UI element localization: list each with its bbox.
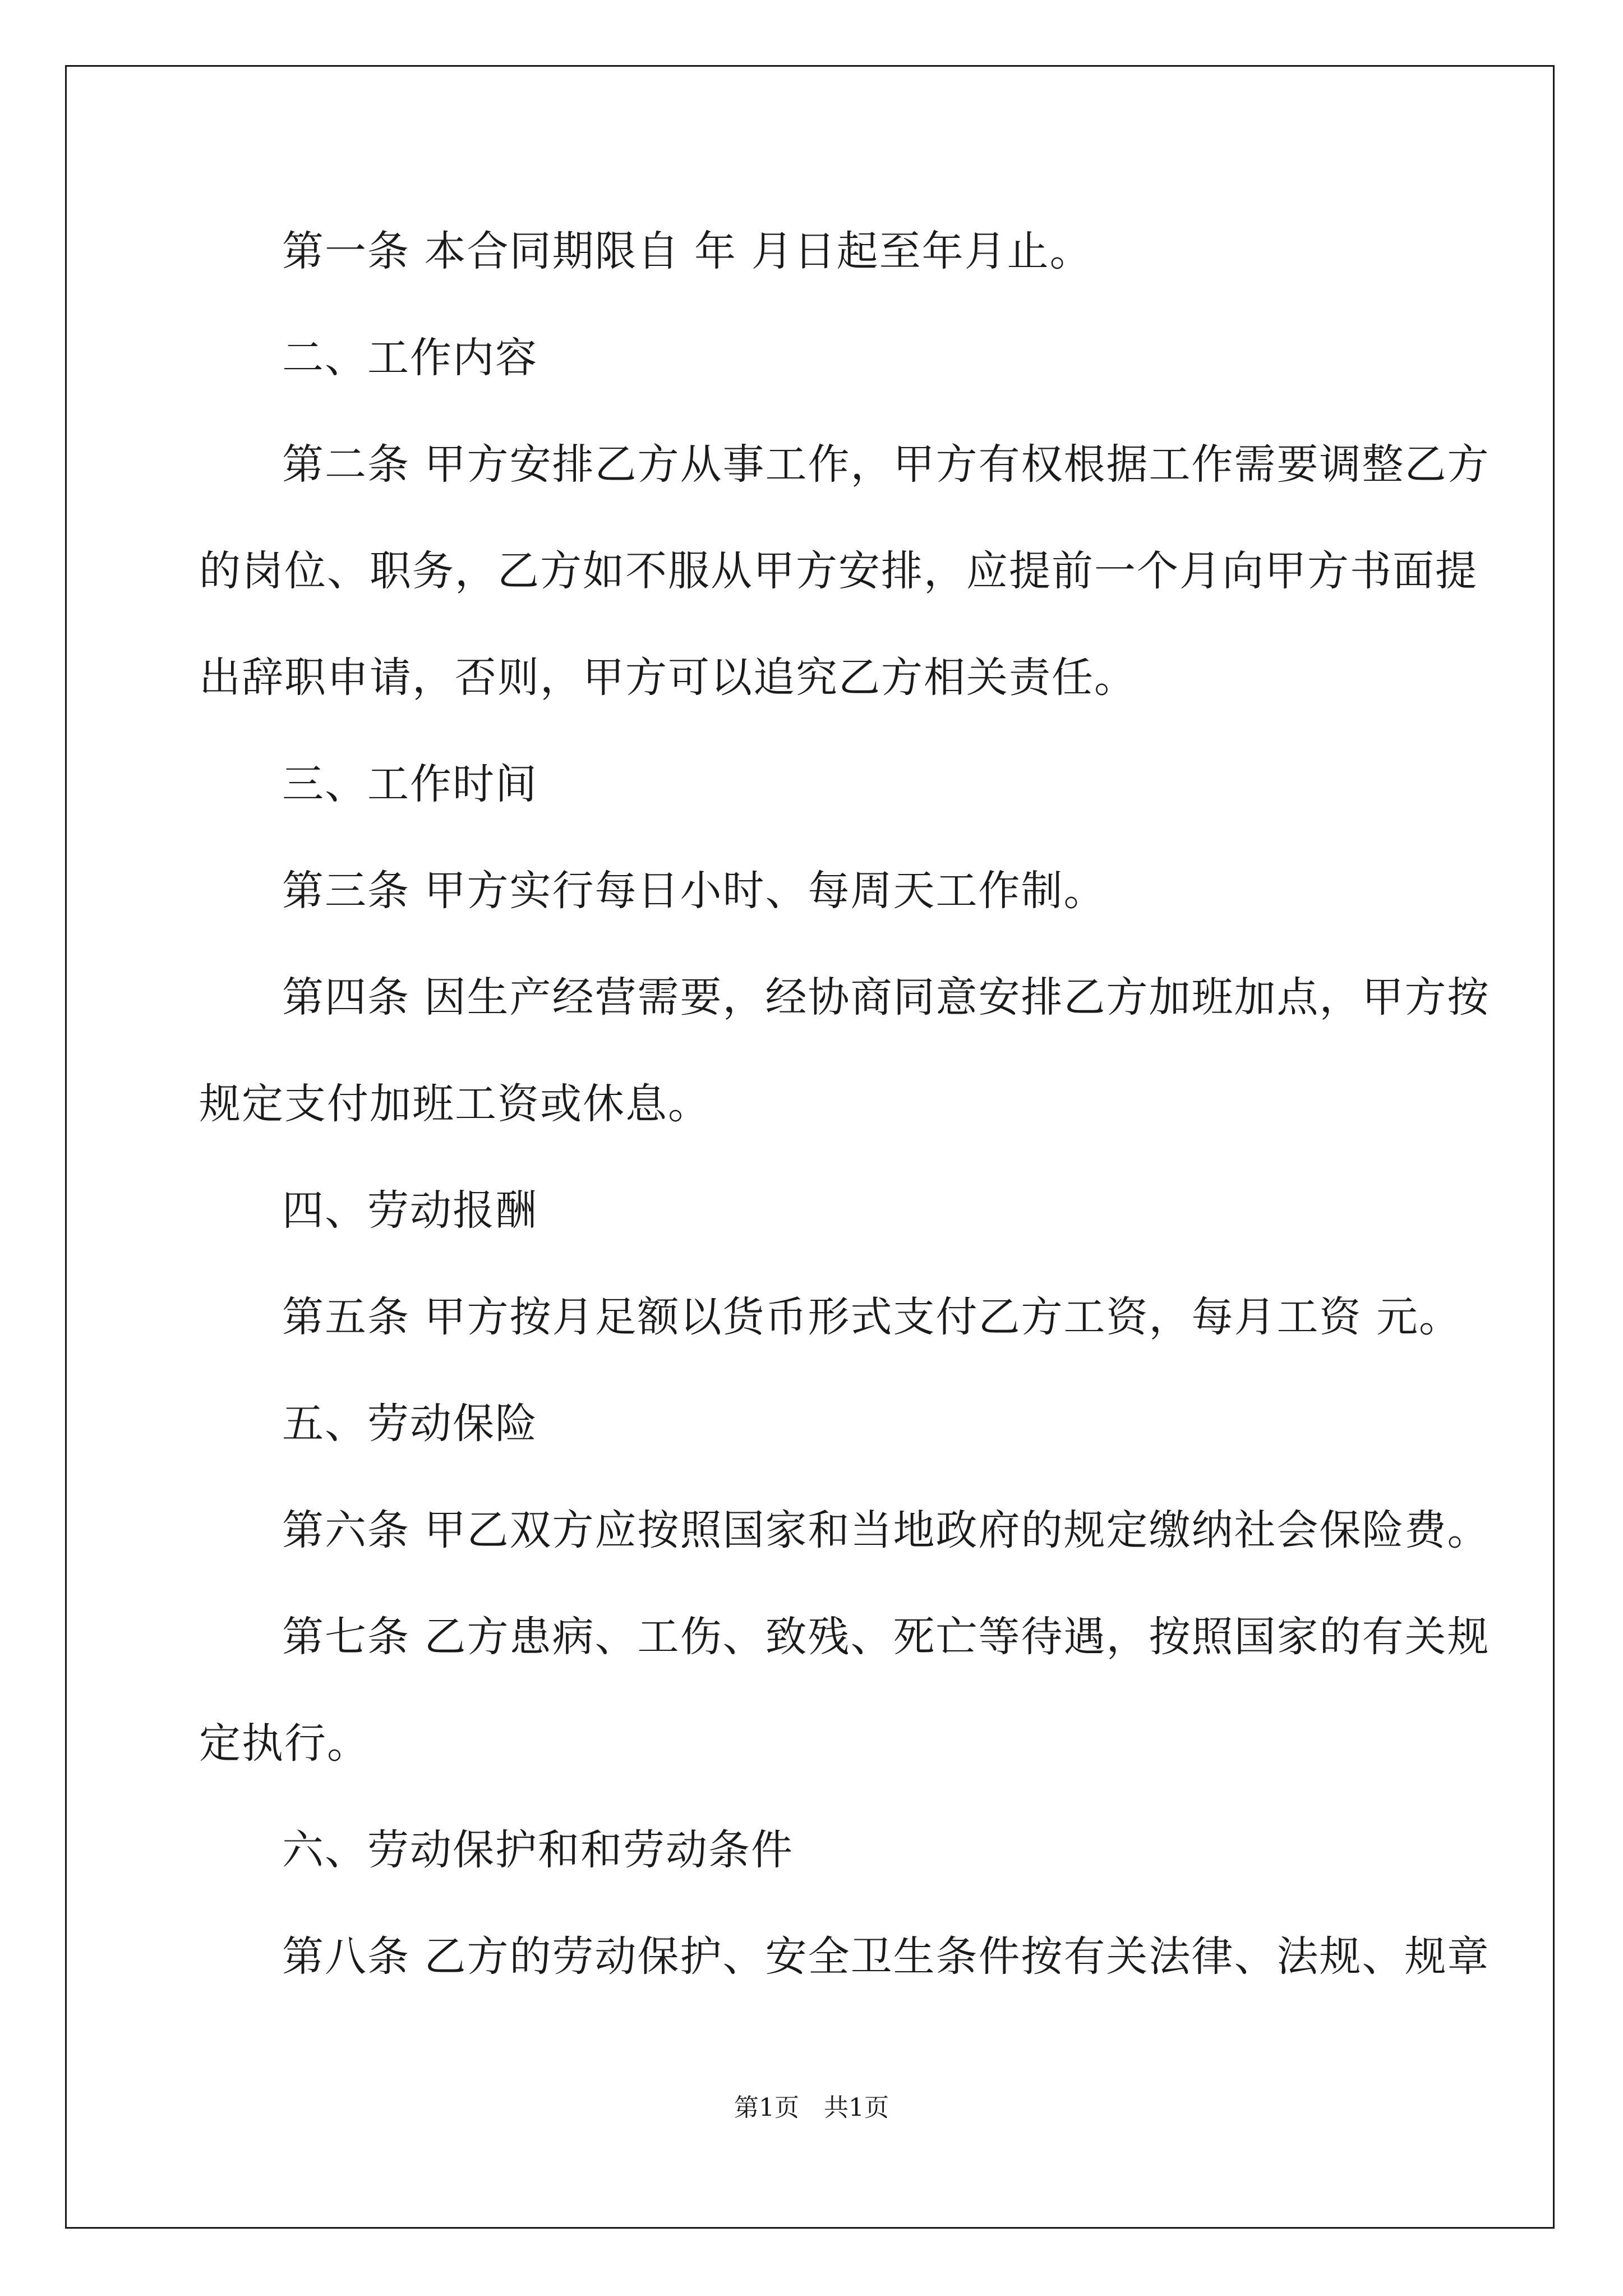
article-4-line-2: 规定支付加班工资或休息。: [199, 1080, 711, 1128]
section-heading-4: 四、劳动报酬: [282, 1186, 538, 1235]
section-heading-2: 二、工作内容: [282, 334, 538, 382]
page-border: [65, 65, 1555, 2229]
page-number: 第1页: [734, 2093, 799, 2122]
article-2-line-1: 第二条 甲方安排乙方从事工作，甲方有权根据工作需要调整乙方: [282, 440, 1490, 489]
article-8-line-1: 第八条 乙方的劳动保护、安全卫生条件按有关法律、法规、规章: [282, 1932, 1490, 1981]
section-heading-6: 六、劳动保护和和劳动条件: [282, 1826, 794, 1874]
article-7-line-2: 定执行。: [199, 1719, 370, 1768]
article-1-line: 第一条 本合同期限自 年 月日起至年月止。: [282, 227, 1092, 275]
article-3-line: 第三条 甲方实行每日小时、每周天工作制。: [282, 867, 1106, 915]
article-2-line-3: 出辞职申请，否则，甲方可以追究乙方相关责任。: [199, 654, 1137, 702]
page-footer: [0, 2091, 1623, 2125]
article-5-line: 第五条 甲方按月足额以货币形式支付乙方工资，每月工资 元。: [282, 1293, 1462, 1341]
article-7-line-1: 第七条 乙方患病、工伤、致残、死亡等待遇，按照国家的有关规: [282, 1613, 1490, 1661]
article-4-line-1: 第四条 因生产经营需要，经协商同意安排乙方加班加点，甲方按: [282, 973, 1490, 1022]
article-2-line-2: 的岗位、职务，乙方如不服从甲方安排，应提前一个月向甲方书面提: [199, 547, 1478, 595]
article-6-line: 第六条 甲乙双方应按照国家和当地政府的规定缴纳社会保险费。: [282, 1506, 1490, 1554]
section-heading-3: 三、工作时间: [282, 760, 538, 808]
page-total: 共1页: [824, 2093, 889, 2122]
section-heading-5: 五、劳动保险: [282, 1400, 538, 1448]
